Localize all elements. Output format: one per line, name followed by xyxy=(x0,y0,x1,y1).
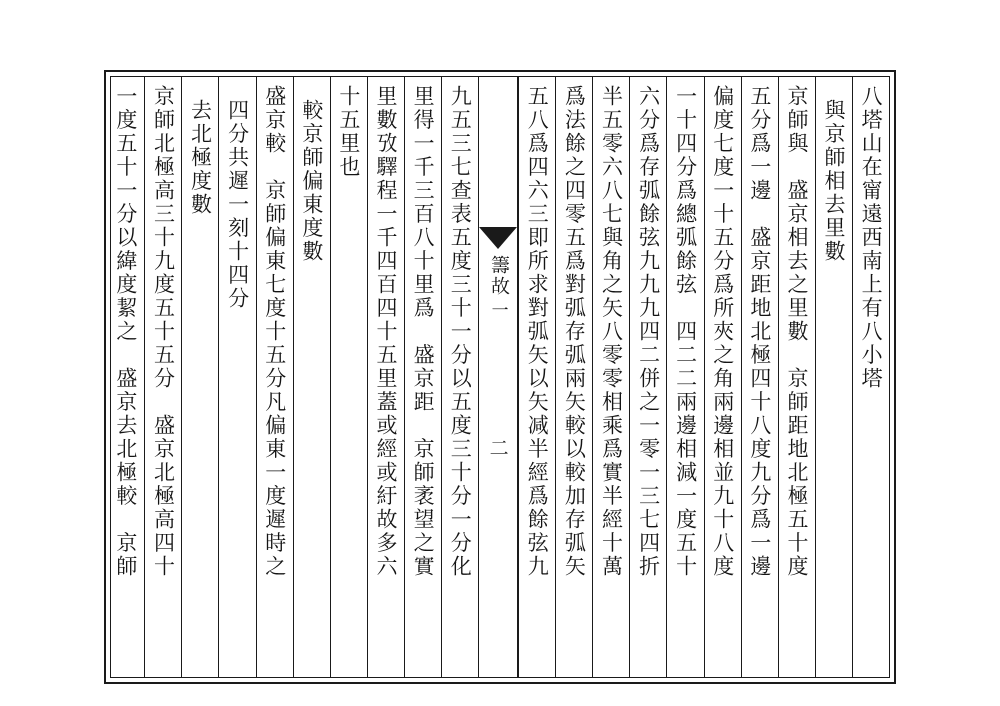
text-column xyxy=(256,77,293,677)
text-column xyxy=(592,77,629,677)
column-text: 六分爲存弧餘弦九九九四二併之一零一三七四折 xyxy=(636,85,661,579)
text-column xyxy=(555,77,592,677)
column-text: 五八爲四六三即所求對弧矢以矢减半經爲餘弦九 xyxy=(525,85,550,579)
column-text: 里數攷驛程一千四百四十五里蓋或經或紆故多六 xyxy=(374,85,398,579)
column-text: 爲法餘之四零五爲對弧存弧兩矢較以較加存弧矢 xyxy=(562,85,587,579)
text-column xyxy=(218,77,255,677)
column-text: 九五三七查表五度三十一分以五度三十分一分化 xyxy=(448,85,473,579)
column-text: 較京師偏東度數 xyxy=(299,99,324,264)
text-column xyxy=(441,77,478,677)
column-text: 盛京較 京師偏東七度十五分凡偏東一度遲時之 xyxy=(262,85,287,579)
column-text: 四分共遲一刻十四分 xyxy=(225,99,250,311)
center-column-title: 籌故 xyxy=(487,255,510,297)
text-column xyxy=(666,77,703,677)
text-column xyxy=(107,77,144,677)
center-column-page-number: 二 xyxy=(486,438,509,457)
column-text: 一十四分爲總弧餘弦 四二二兩邊相減一度五十 xyxy=(673,85,698,579)
text-column xyxy=(629,77,666,677)
column-text: 里得一千三百八十里爲 盛京距 京師袤望之實 xyxy=(411,85,436,579)
text-column xyxy=(704,77,741,677)
column-text: 五分爲一邊 盛京距地北極四十八度九分爲一邊 xyxy=(747,85,772,579)
text-column xyxy=(778,77,815,677)
column-text: 八塔山在甯遠西南上有八小塔 xyxy=(859,85,884,391)
text-column xyxy=(330,77,367,677)
column-text: 偏度七度一十五分爲所夾之角兩邊相並九十八度 xyxy=(710,85,735,579)
column-text: 京師與 盛京相去之里數 京師距地北極五十度 xyxy=(784,85,809,579)
column-text: 與京師相去里數 xyxy=(822,99,847,264)
text-column xyxy=(144,77,181,677)
text-column xyxy=(518,77,555,677)
column-text: 去北極度數 xyxy=(188,99,213,217)
fishtail-icon xyxy=(479,227,517,249)
page-frame-outer xyxy=(104,70,896,684)
column-text: 十五里也 xyxy=(336,85,361,179)
center-column-juan: 一 xyxy=(487,301,508,318)
page-frame-inner xyxy=(110,76,890,678)
text-column xyxy=(404,77,441,677)
column-text: 京師北極高三十九度五十五分 盛京北極高四十 xyxy=(151,85,176,579)
text-column xyxy=(181,77,218,677)
text-column xyxy=(293,77,330,677)
center-column xyxy=(478,77,518,677)
text-column xyxy=(741,77,778,677)
column-text: 一度五十一分以緯度絜之 盛京去北極較 京師 xyxy=(113,85,138,579)
column-text: 半五零六八七與角之矢八零零相乘爲實半經十萬 xyxy=(599,85,624,579)
text-column xyxy=(852,77,889,677)
text-column xyxy=(367,77,404,677)
text-column xyxy=(815,77,852,677)
